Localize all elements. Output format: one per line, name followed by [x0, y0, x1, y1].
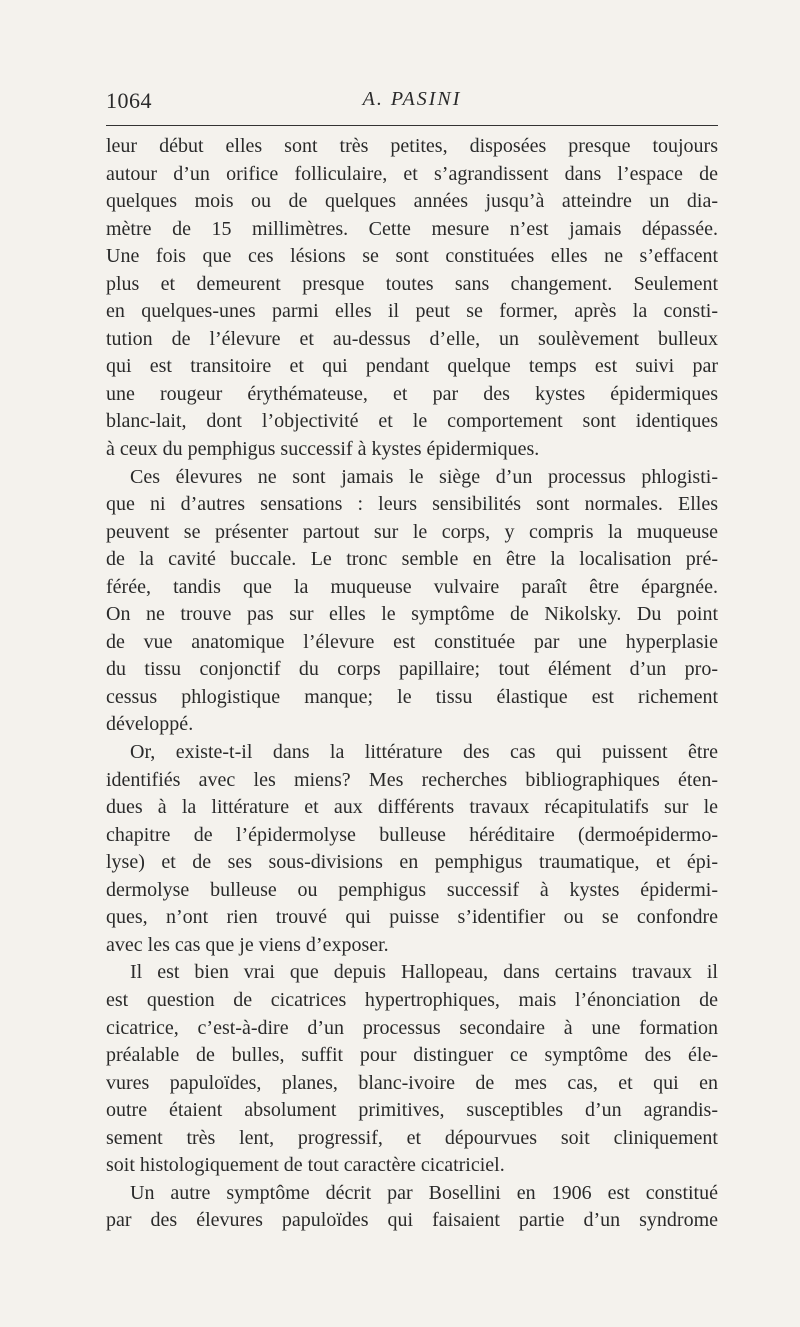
text-line: chapitre de l’épidermolyse bulleuse héréditaire (dermoépidermo-: [106, 823, 718, 846]
text-line: lyse) et de ses sous-divisions en pemphigus traumatique, et épi-: [106, 851, 718, 874]
page-header: [106, 88, 718, 118]
text-line: sement très lent, progressif, et dépourvues soit cliniquement: [106, 1126, 718, 1149]
body-text: [106, 133, 726, 1235]
text-line: ques, n’ont rien trouvé qui puisse s’identifier ou se confondre: [106, 906, 718, 929]
paragraph: [106, 959, 726, 1179]
text-line: Une fois que ces lésions se sont constituées elles ne s’effacent: [106, 245, 718, 268]
text-line: peuvent se présenter partout sur le corps, y compris la muqueuse: [106, 520, 718, 543]
header-rule: [106, 125, 718, 126]
text-line: de vue anatomique l’élevure est constituée par une hyperplasie: [106, 630, 718, 653]
text-line: plus et demeurent presque toutes sans changement. Seulement: [106, 272, 718, 295]
paragraph: [106, 1180, 726, 1235]
text-line: cessus phlogistique manque; le tissu élastique est richement: [106, 685, 718, 708]
text-line: Un autre symptôme décrit par Bosellini en 1906 est constitué: [130, 1181, 718, 1204]
page-number: 1064: [106, 88, 152, 113]
text-line: cicatrice, c’est-à-dire d’un processus secondaire à une formation: [106, 1016, 718, 1039]
text-line: une rougeur érythémateuse, et par des kystes épidermiques: [106, 382, 718, 405]
text-line: leur début elles sont très petites, disposées presque toujours: [106, 135, 718, 157]
text-line: à ceux du pemphigus successif à kystes épidermiques.: [106, 438, 540, 461]
text-line: On ne trouve pas sur elles le symptôme de Nikolsky. Du point: [106, 603, 718, 626]
text-line: développé.: [106, 713, 194, 736]
text-line: Il est bien vrai que depuis Hallopeau, dans certains travaux il: [130, 961, 718, 984]
paragraph: [106, 133, 726, 464]
text-line: identifiés avec les miens? Mes recherches bibliographiques éten-: [106, 768, 718, 791]
text-line: mètre de 15 millimètres. Cette mesure n’est jamais dépassée.: [106, 217, 718, 240]
paragraph: [106, 464, 726, 739]
text-line: par des élevures papuloïdes qui faisaient partie d’un syndrome: [106, 1209, 718, 1232]
text-line: autour d’un orifice folliculaire, et s’agrandissent dans l’espace de: [106, 162, 718, 185]
text-line: Ces élevures ne sont jamais le siège d’un processus phlogisti-: [130, 465, 718, 488]
text-line: de la cavité buccale. Le tronc semble en être la localisation pré-: [106, 548, 718, 571]
text-line: en quelques-unes parmi elles il peut se former, après la consti-: [106, 300, 718, 323]
text-line: qui est transitoire et qui pendant quelque temps est suivi par: [106, 355, 718, 378]
text-line: que ni d’autres sensations : leurs sensibilités sont normales. Elles: [106, 493, 718, 516]
text-line: dermolyse bulleuse ou pemphigus successif à kystes épidermi-: [106, 878, 718, 901]
text-line: tution de l’élevure et au-dessus d’elle, un soulèvement bulleux: [106, 327, 718, 350]
text-line: Or, existe-t-il dans la littérature des cas qui puissent être: [130, 741, 718, 764]
text-line: soit histologiquement de tout caractère cicatriciel.: [106, 1154, 505, 1177]
text-line: blanc-lait, dont l’objectivité et le comportement sont identiques: [106, 410, 718, 433]
text-line: préalable de bulles, suffit pour distinguer ce symptôme des éle-: [106, 1044, 718, 1067]
text-line: outre étaient absolument primitives, susceptibles d’un agrandis-: [106, 1099, 718, 1122]
text-line: est question de cicatrices hypertrophiques, mais l’énonciation de: [106, 988, 718, 1011]
text-line: du tissu conjonctif du corps papillaire; tout élément d’un pro-: [106, 658, 718, 681]
text-line: avec les cas que je viens d’exposer.: [106, 933, 389, 956]
text-line: dues à la littérature et aux différents travaux récapitulatifs sur le: [106, 796, 718, 819]
text-line: vures papuloïdes, planes, blanc-ivoire de mes cas, et qui en: [106, 1071, 718, 1094]
running-head: A. PASINI: [362, 88, 462, 110]
paragraph: [106, 739, 726, 959]
text-line: quelques mois ou de quelques années jusqu’à atteindre un dia-: [106, 190, 718, 213]
text-line: férée, tandis que la muqueuse vulvaire paraît être épargnée.: [106, 575, 718, 598]
